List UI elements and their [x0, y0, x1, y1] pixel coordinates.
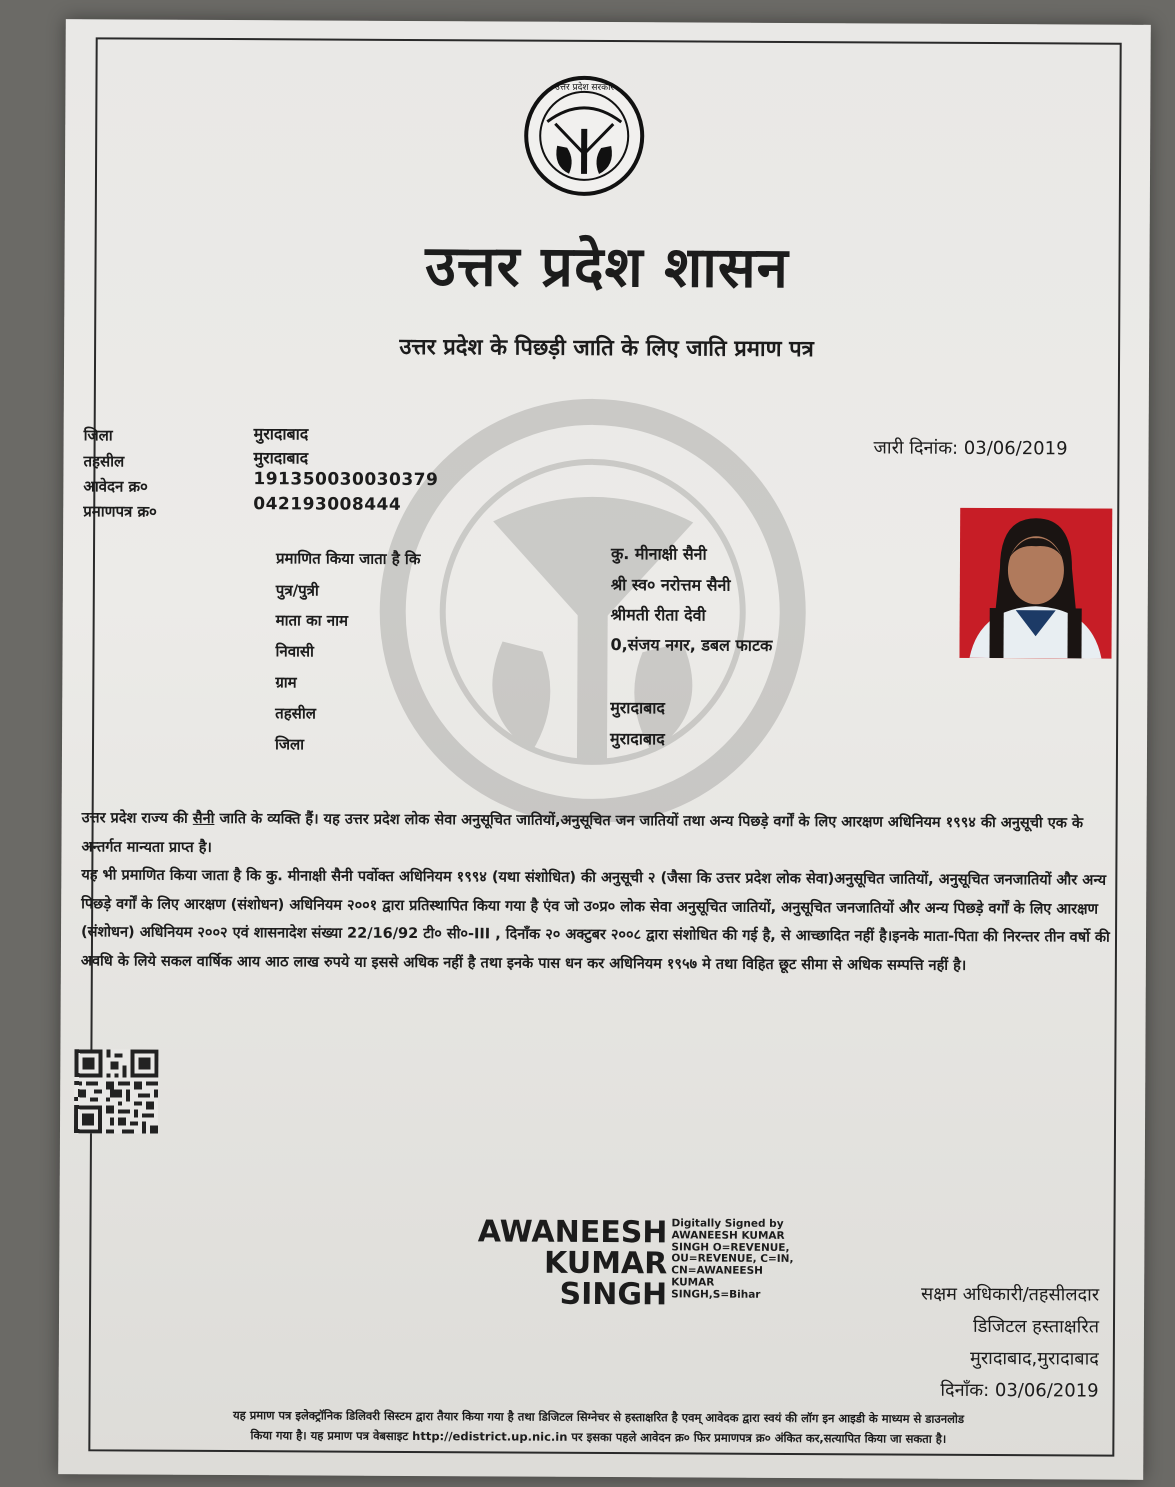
certificate-body	[81, 804, 1112, 980]
up-government-emblem-icon	[517, 74, 653, 200]
detail-value-district: मुरादाबाद	[610, 729, 665, 749]
detail-label-village: ग्राम	[275, 673, 297, 692]
digital-sign-line-6: KUMAR	[671, 1276, 715, 1289]
detail-label-district: जिला	[274, 735, 305, 754]
officer-location: मुरादाबाद,मुरादाबाद	[970, 1347, 1099, 1370]
watermark-emblem-icon	[332, 381, 854, 824]
detail-value-address: 0,संजय नगर, डबल फाटक	[610, 635, 773, 655]
digital-sign-line-5: CN=AWANEESH	[671, 1264, 763, 1278]
meta-value-tehsil: मुरादाबाद	[253, 448, 309, 468]
body-paragraph-1-start: उत्तर प्रदेश राज्य की	[81, 810, 193, 827]
qr-code-icon	[74, 1049, 158, 1133]
officer-designation: सक्षम अधिकारी/तहसीलदार	[921, 1283, 1100, 1306]
digital-sign-line-7: SINGH,S=Bihar	[671, 1288, 761, 1301]
body-paragraph-2: यह भी प्रमाणित किया जाता है कि कु. मीनाक्षी सैनी पर्वोक्त अधिनियम १९९४ (यथा संशोधित) की अनुसूची २ (जैसा कि उत्तर प्रदेश लोक सेवा)अनुसूचित जातियों, अनुसूचित जनजातियों और अन्य पिछड़े वर्गों के लिए आरक्षण (संशोधन) अधिनियम २००१ द्वारा प्रतिस्थापित किया गया है एंव जो उ०प्र० लोक सेवा अनुसूचित जातियों, अनुसूचित जनजातियों और अन्य पिछड़े वर्गों के लिए आरक्षण (संशोधन) अधिनियम २००२ एवं शासनादेश संख्या 22/16/92 टी० सी०-III , दिनाँक २० अक्टुबर २००८ द्वारा संशोधित की गई है, से आच्छादित नहीं है।इनके माता-पिता की निरन्तर तीन वर्षो की अवधि के लिये सकल वार्षिक आय आठ लाख रुपये या इससे अधिक नहीं है तथा इनके पास धन कर अधिनियम १९५७ मे तथा विहित छूट सीमा से अधिक सम्पत्ति नहीं है।	[80, 867, 1110, 974]
footer-line-1: यह प्रमाण पत्र इलेक्ट्रॉनिक डिलिवरी सिस्टम द्वारा तैयार किया गया है तथा डिजिटल सिग्नेचर से हस्ताक्षरित है एवम् आवेदक द्वारा स्वयं की लॉग इन आइडी के माध्यम से डाउनलोड	[232, 1408, 965, 1426]
digital-sign-line-4: OU=REVENUE, C=IN,	[671, 1252, 794, 1266]
digital-sign-line-3: SINGH O=REVENUE,	[671, 1240, 790, 1254]
meta-label-tehsil: तहसील	[83, 452, 125, 471]
meta-value-certificate-no: 042193008444	[253, 494, 402, 515]
detail-label-mother: माता का नाम	[275, 611, 349, 630]
footer-note	[68, 1404, 1128, 1450]
meta-label-application-no: आवेदन क्र०	[83, 477, 148, 496]
detail-value-name: कु. मीनाक्षी सैनी	[610, 544, 707, 564]
issue-date: जारी दिनांक: 03/06/2019	[873, 437, 1068, 460]
detail-label-son-daughter: पुत्र/पुत्री	[275, 581, 319, 600]
officer-date: दिनाँक: 03/06/2019	[940, 1379, 1099, 1402]
certificate-paper	[58, 19, 1151, 1480]
detail-label-tehsil: तहसील	[275, 704, 316, 723]
officer-block	[839, 1278, 1100, 1407]
meta-value-application-no: 191350030030379	[253, 469, 439, 491]
signer-name-line-1: AWANEESH	[477, 1214, 668, 1251]
body-paragraph-1-end: जाति के व्यक्ति हैं। यह उत्तर प्रदेश लोक सेवा अनुसूचित जातियों,अनुसूचित जन जातियों तथा अन्य पिछड़े वर्गों के लिए आरक्षण अधिनियम १९९४ की अनुसूची एक के अन्तर्गत मान्यता प्राप्त है।	[81, 810, 1084, 856]
footer-line-2: किया गया है। यह प्रमाण पत्र वेबसाइट http://edistrict.up.nic.in पर इसका पहले आवेदन क्र० फिर प्रमाणपत्र क्र० अंकित कर,सत्यापित किया जा सकता है।	[250, 1428, 947, 1446]
applicant-photo	[959, 508, 1112, 659]
meta-value-district: मुरादाबाद	[253, 424, 309, 444]
detail-value-mother: श्रीमती रीता देवी	[610, 605, 706, 625]
certificate-subtitle: उत्तर प्रदेश के पिछड़ी जाति के लिए जाति प्रमाण पत्र	[399, 334, 814, 363]
detail-value-tehsil: मुरादाबाद	[610, 698, 665, 718]
emblem-text: उत्तर प्रदेश सरकार	[554, 82, 615, 94]
officer-digital-signed: डिजिटल हस्ताक्षरित	[972, 1315, 1100, 1338]
meta-label-district: जिला	[83, 426, 113, 445]
signer-name-line-2: KUMAR	[543, 1245, 668, 1282]
meta-label-certificate-no: प्रमाणपत्र क्र०	[83, 502, 157, 521]
digital-sign-line-2: AWANEESH KUMAR	[671, 1229, 785, 1242]
detail-label-resident: निवासी	[275, 642, 315, 661]
page-title: उत्तर प्रदेश शासन	[425, 234, 789, 301]
detail-label-certified: प्रमाणित किया जाता है कि	[275, 549, 421, 569]
caste-name: सैनी	[192, 810, 215, 827]
digital-sign-line-1: Digitally Signed by	[671, 1217, 784, 1230]
signer-name-line-3: SINGH	[559, 1276, 668, 1313]
detail-value-father: श्री स्व० नरोत्तम सैनी	[610, 575, 731, 595]
